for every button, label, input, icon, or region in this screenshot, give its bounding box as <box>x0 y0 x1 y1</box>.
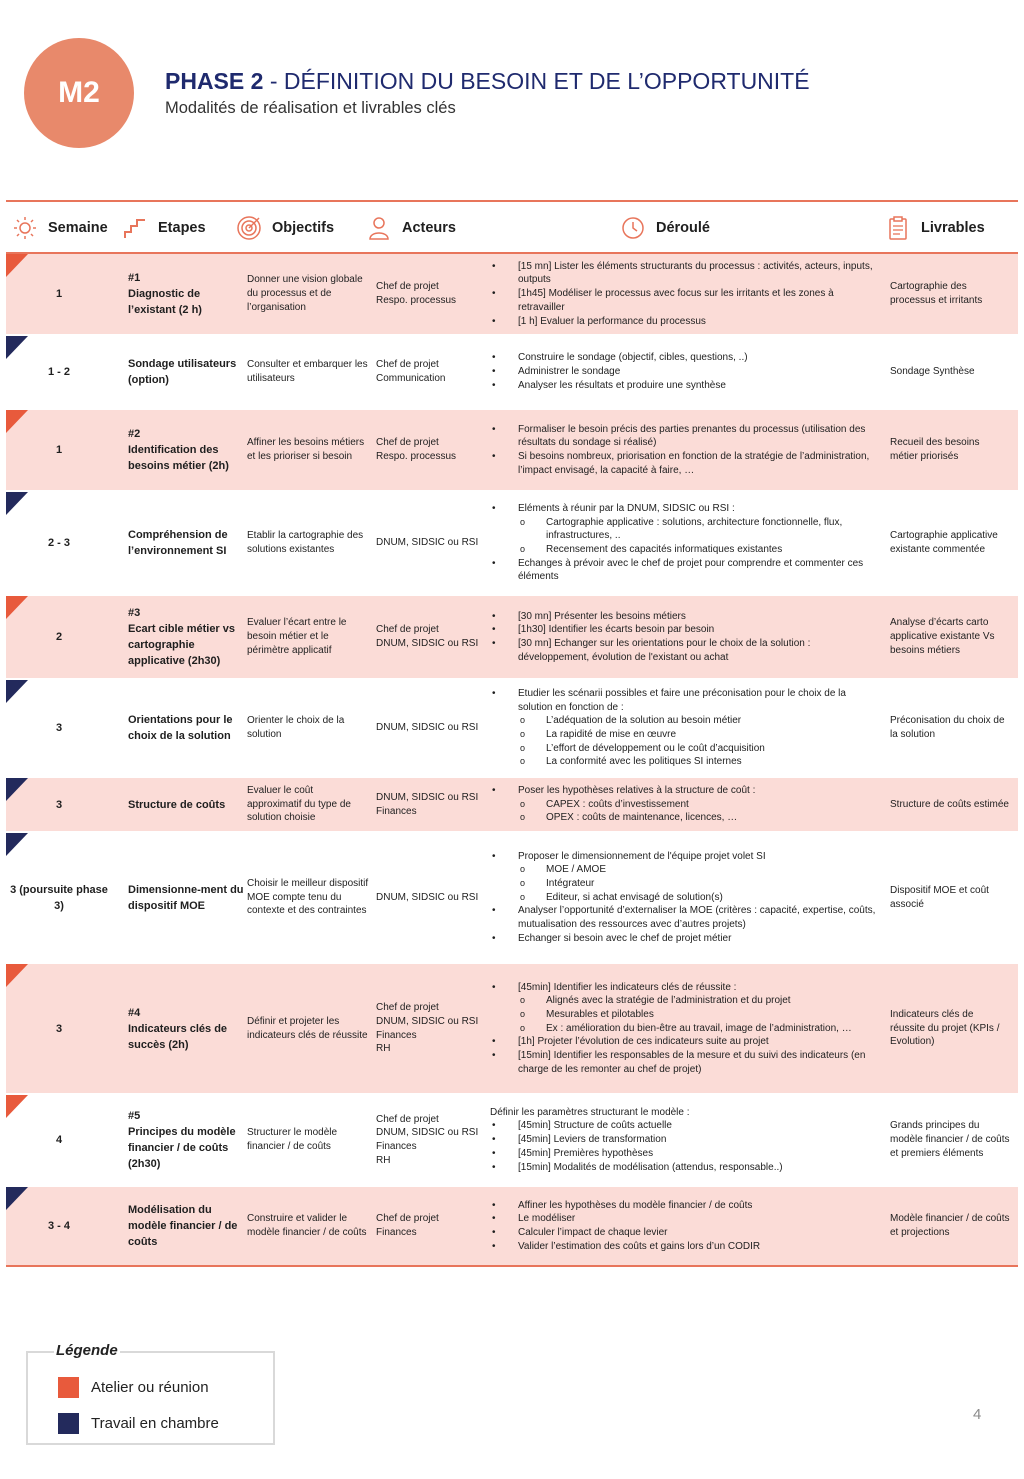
deroule-item: • Analyser l’opportunité d’externaliser la MOE (critères : capacité, expertise, coûts, mutualisation des ressources avec d’autres projets) <box>490 904 882 931</box>
deliverable-text: Préconisation du choix de la solution <box>890 715 1005 740</box>
deroule-item: • Administrer le sondage <box>490 365 748 379</box>
table-row <box>6 492 1018 596</box>
step-cell <box>128 1187 244 1265</box>
actor: Chef de projet <box>376 1213 439 1225</box>
deliverable-text: Cartographie des processus et irritants <box>890 281 983 306</box>
week-value: 3 <box>55 1022 63 1035</box>
step-label: Dimensionne-ment du dispositif MOE <box>128 883 244 912</box>
deroule-item: • Echanger si besoin avec le chef de projet métier <box>490 932 882 946</box>
deroule-item: • [1 h] Evaluer la performance du processus <box>490 315 882 329</box>
deroule-cell <box>490 410 882 490</box>
week-cell <box>6 336 112 408</box>
phase-label: PHASE 2 <box>165 68 264 94</box>
step-number: #3 <box>128 607 141 619</box>
deroule-item: • Echanges à prévoir avec le chef de projet pour comprendre et commenter ces éléments <box>490 557 882 584</box>
page-number: 4 <box>973 1406 982 1423</box>
legend-item-chambre <box>58 1413 219 1434</box>
module-badge: M2 <box>24 38 134 148</box>
objective-text: Affiner les besoins métiers et les prioriser si besoin <box>247 437 365 462</box>
actor: Respo. processus <box>376 451 457 462</box>
week-value: 3 (poursuite phase 3) <box>10 883 108 912</box>
actor: DNUM, SIDSIC ou RSI <box>376 722 479 734</box>
clipboard-icon <box>883 213 913 243</box>
table-row <box>6 964 1018 1095</box>
column-acteurs-label: Acteurs <box>402 220 456 236</box>
actors-cell <box>376 964 486 1093</box>
legend-swatch-atelier <box>58 1377 79 1398</box>
week-cell <box>6 1187 112 1265</box>
deroule-item: • Eléments à réunir par la DNUM, SIDSIC ou RSI : <box>490 502 882 516</box>
clock-icon <box>618 213 648 243</box>
deroule-subitem: o Editeur, si achat envisagé de solution(s) <box>490 891 882 905</box>
step-number: #1 <box>128 272 141 284</box>
actor: Finances <box>376 1227 417 1238</box>
objective-cell <box>247 833 369 962</box>
deroule-subitem: o Alignés avec la stratégie de l’administration et du projet <box>490 994 882 1008</box>
table-row <box>6 336 1018 410</box>
actor: RH <box>376 1043 391 1055</box>
actor: DNUM, SIDSIC ou RSI <box>376 791 479 803</box>
column-objectifs-label: Objectifs <box>272 220 335 236</box>
objective-cell <box>247 410 369 490</box>
objective-text: Donner une vision globale du processus et de l’organisation <box>247 274 363 313</box>
deroule-lead: Définir les paramètres structurant le modèle : <box>490 1106 690 1118</box>
page-title <box>165 68 810 95</box>
deliverable-cell <box>890 680 1010 776</box>
deroule-cell <box>490 336 882 408</box>
objective-cell <box>247 1187 369 1265</box>
actors-cell <box>376 596 486 678</box>
legend-swatch-chambre <box>58 1413 79 1434</box>
deroule-item: • Analyser les résultats et produire une synthèse <box>490 379 748 393</box>
title-separator: - <box>263 68 284 94</box>
column-acteurs <box>364 202 456 254</box>
deroule-item: • [1h45] Modéliser le processus avec focus sur les irritants et les zones à retravailler <box>490 287 882 314</box>
week-cell <box>6 680 112 776</box>
week-cell <box>6 1095 112 1185</box>
deroule-subitem: o La rapidité de mise en œuvre <box>490 728 882 742</box>
page-subtitle: Modalités de réalisation et livrables clés <box>165 99 456 117</box>
objective-cell <box>247 964 369 1093</box>
deliverable-cell <box>890 833 1010 962</box>
step-number: #5 <box>128 1110 141 1122</box>
step-cell <box>128 410 244 490</box>
column-livrables <box>883 202 985 254</box>
step-label: Compréhension de l’environnement SI <box>128 529 228 557</box>
table-header <box>6 200 1018 254</box>
actor: Chef de projet <box>376 1113 439 1125</box>
deroule-item: • Calculer l’impact de chaque levier <box>490 1226 760 1240</box>
objective-text: Orienter le choix de la solution <box>247 715 345 740</box>
objective-cell <box>247 596 369 678</box>
table-row <box>6 410 1018 492</box>
step-label: Orientations pour le choix de la solution <box>128 714 233 742</box>
deliverable-cell <box>890 336 1010 408</box>
step-cell <box>128 1095 244 1185</box>
step-label: Diagnostic de l’existant (2 h) <box>128 288 202 316</box>
actor: DNUM, SIDSIC ou RSI <box>376 1015 479 1027</box>
target-icon <box>234 213 264 243</box>
objective-text: Définir et projeter les indicateurs clés de réussite <box>247 1015 368 1041</box>
week-cell <box>6 833 112 962</box>
step-number: #4 <box>128 1006 141 1019</box>
deroule-cell <box>490 1095 882 1185</box>
objective-cell <box>247 1095 369 1185</box>
deliverable-cell <box>890 778 1010 831</box>
deliverable-cell <box>890 492 1010 594</box>
deroule-subitem: o MOE / AMOE <box>490 863 882 877</box>
week-value: 3 <box>55 722 63 734</box>
table-row <box>6 1095 1018 1187</box>
objective-cell <box>247 336 369 408</box>
actors-cell <box>376 833 486 962</box>
phase-name: DÉFINITION DU BESOIN ET DE L’OPPORTUNITÉ <box>283 68 810 94</box>
sun-icon <box>10 213 40 243</box>
deliverable-text: Sondage Synthèse <box>890 366 975 378</box>
table-row <box>6 778 1018 833</box>
deroule-item: • Si besoins nombreux, priorisation en fonction de la stratégie de l’administration, l’impact envisagé, la capacité à faire, … <box>490 450 882 477</box>
deliverable-cell <box>890 964 1010 1093</box>
legend <box>26 1342 275 1445</box>
deroule-item: • Valider l’estimation des coûts et gains lors d’un CODIR <box>490 1240 760 1254</box>
deroule-item: • [45min] Identifier les indicateurs clés de réussite : <box>490 981 882 995</box>
actor: Chef de projet <box>376 359 439 371</box>
objective-text: Choisir le meilleur dispositif MOE compte tenu du contexte et des contraintes <box>247 877 369 917</box>
actor: Finances <box>376 1029 417 1041</box>
stairs-icon <box>120 213 150 243</box>
actor: DNUM, SIDSIC ou RSI <box>376 891 479 903</box>
step-label: Indicateurs clés de succès (2h) <box>128 1022 228 1051</box>
column-semaine-label: Semaine <box>48 220 108 236</box>
actors-cell <box>376 254 486 334</box>
deroule-item: • [45min] Leviers de transformation <box>490 1133 783 1147</box>
objective-cell <box>247 680 369 776</box>
deroule-item: • [30 mn] Echanger sur les orientations pour le choix de la solution : développement, évolution de l'existant ou achat <box>490 637 882 664</box>
table-row <box>6 680 1018 778</box>
week-cell <box>6 964 112 1093</box>
deliverable-text: Recueil des besoins métier priorisés <box>890 437 980 462</box>
deliverable-text: Dispositif MOE et coût associé <box>890 884 989 910</box>
week-cell <box>6 254 112 334</box>
actor: DNUM, SIDSIC ou RSI <box>376 638 479 649</box>
deroule-cell <box>490 596 882 678</box>
deliverable-cell <box>890 1095 1010 1185</box>
deroule-subitem: o Intégrateur <box>490 877 882 891</box>
step-cell <box>128 680 244 776</box>
objective-text: Structurer le modèle financier / de coûts <box>247 1127 338 1152</box>
actors-cell <box>376 492 486 594</box>
table-row <box>6 596 1018 680</box>
actor: Chef de projet <box>376 624 439 636</box>
column-etapes <box>120 202 206 254</box>
week-cell <box>6 778 112 831</box>
objective-text: Construire et valider le modèle financier / de coûts <box>247 1213 367 1238</box>
deroule-item: • Proposer le dimensionnement de l'équipe projet volet SI <box>490 850 882 864</box>
actor: Chef de projet <box>376 1002 439 1014</box>
column-livrables-label: Livrables <box>921 220 985 236</box>
deliverable-cell <box>890 1187 1010 1265</box>
actors-cell <box>376 680 486 776</box>
deroule-cell <box>490 680 882 776</box>
deroule-item: • [45min] Structure de coûts actuelle <box>490 1119 783 1133</box>
deroule-item: • [1h] Projeter l’évolution de ces indicateurs suite au projet <box>490 1035 882 1049</box>
table-row <box>6 254 1018 336</box>
actor: DNUM, SIDSIC ou RSI <box>376 1127 479 1139</box>
step-cell <box>128 778 244 831</box>
person-icon <box>364 213 394 243</box>
step-label: Identification des besoins métier (2h) <box>128 444 229 472</box>
phase-table <box>6 254 1018 1267</box>
deliverable-text: Analyse d’écarts carto applicative existante Vs besoins métiers <box>890 617 995 656</box>
deroule-cell <box>490 778 882 831</box>
deroule-subitem: o OPEX : coûts de maintenance, licences, … <box>490 811 755 825</box>
deroule-subitem: o La conformité avec les politiques SI internes <box>490 755 882 769</box>
deroule-item: • Affiner les hypothèses du modèle financier / de coûts <box>490 1199 760 1213</box>
actor: Chef de projet <box>376 281 439 293</box>
step-label: Ecart cible métier vs cartographie applicative (2h30) <box>128 623 236 667</box>
deroule-cell <box>490 492 882 594</box>
deroule-item: • Formaliser le besoin précis des parties prenantes du processus (utilisation des résultats du sondage si réalisé) <box>490 423 882 450</box>
week-value: 2 - 3 <box>47 537 70 549</box>
column-etapes-label: Etapes <box>158 220 206 236</box>
deroule-subitem: o CAPEX : coûts d’investissement <box>490 798 755 812</box>
actors-cell <box>376 778 486 831</box>
deliverable-text: Cartographie applicative existante commentée <box>890 530 998 555</box>
actor: Finances <box>376 805 417 817</box>
week-value: 3 <box>55 798 63 811</box>
deroule-item: • [1h30] Identifier les écarts besoin par besoin <box>490 623 882 637</box>
deroule-cell <box>490 254 882 334</box>
deliverable-cell <box>890 254 1010 334</box>
legend-label-atelier: Atelier ou réunion <box>91 1379 209 1396</box>
deroule-item: • Le modéliser <box>490 1212 760 1226</box>
deliverable-cell <box>890 596 1010 678</box>
actor: DNUM, SIDSIC ou RSI <box>376 537 479 549</box>
column-objectifs <box>234 202 334 254</box>
table-row <box>6 833 1018 964</box>
deroule-item: • [15 mn] Lister les éléments structurants du processus : activités, acteurs, inputs, outputs <box>490 260 882 287</box>
legend-label-chambre: Travail en chambre <box>91 1415 219 1432</box>
actor: Communication <box>376 373 446 384</box>
week-cell <box>6 596 112 678</box>
deliverable-text: Structure de coûts estimée <box>890 798 1009 810</box>
week-cell <box>6 492 112 594</box>
deroule-item: • Construire le sondage (objectif, cibles, questions, ..) <box>490 351 748 365</box>
step-number: #2 <box>128 428 141 440</box>
actor: Chef de projet <box>376 437 439 449</box>
objective-cell <box>247 254 369 334</box>
step-cell <box>128 964 244 1093</box>
deroule-subitem: o Recensement des capacités informatiques existantes <box>490 543 882 557</box>
actor: RH <box>376 1154 391 1166</box>
deliverable-text: Modèle financier / de coûts et projections <box>890 1213 1010 1238</box>
deroule-subitem: o Ex : amélioration du bien-être au travail, image de l’administration, … <box>490 1022 882 1036</box>
objective-text: Consulter et embarquer les utilisateurs <box>247 359 368 384</box>
deroule-item: • [15min] Identifier les responsables de la mesure et du suivi des indicateurs (en charge de les remonter au chef de projet) <box>490 1049 882 1076</box>
objective-cell <box>247 778 369 831</box>
deliverable-cell <box>890 410 1010 490</box>
actors-cell <box>376 1187 486 1265</box>
deroule-item: • Etudier les scénarii possibles et faire une préconisation pour le choix de la solution en fonction de : <box>490 687 882 714</box>
actor: Finances <box>376 1141 417 1152</box>
deroule-subitem: o L’effort de développement ou le coût d’acquisition <box>490 742 882 756</box>
deliverable-text: Indicateurs clés de réussite du projet (KPIs / Evolution) <box>890 1008 1000 1048</box>
objective-text: Etablir la cartographie des solutions existantes <box>247 530 364 555</box>
step-cell <box>128 492 244 594</box>
legend-item-atelier <box>58 1377 209 1398</box>
step-cell <box>128 254 244 334</box>
week-value: 1 <box>55 288 63 300</box>
deroule-cell <box>490 964 882 1093</box>
column-semaine <box>10 202 108 254</box>
deroule-item: • [30 mn] Présenter les besoins métiers <box>490 610 882 624</box>
deroule-cell <box>490 833 882 962</box>
step-label: Modélisation du modèle financier / de coûts <box>128 1204 238 1248</box>
actors-cell <box>376 410 486 490</box>
deroule-subitem: o L’adéquation de la solution au besoin métier <box>490 714 882 728</box>
deliverable-text: Grands principes du modèle financier / de coûts et premiers éléments <box>890 1120 1010 1159</box>
step-label: Principes du modèle financier / de coûts (2h30) <box>128 1126 236 1170</box>
step-cell <box>128 833 244 962</box>
deroule-item: • Poser les hypothèses relatives à la structure de coût : <box>490 784 755 798</box>
week-value: 4 <box>55 1134 63 1146</box>
week-value: 3 - 4 <box>47 1220 70 1232</box>
actors-cell <box>376 336 486 408</box>
column-deroule-label: Déroulé <box>656 220 710 236</box>
week-value: 1 - 2 <box>47 366 70 378</box>
step-label: Sondage utilisateurs (option) <box>128 358 237 386</box>
objective-cell <box>247 492 369 594</box>
deroule-item: • [15min] Modalités de modélisation (attendus, responsable..) <box>490 1161 783 1175</box>
step-cell <box>128 336 244 408</box>
actor: Respo. processus <box>376 295 457 306</box>
step-cell <box>128 596 244 678</box>
legend-title: Légende <box>56 1342 118 1359</box>
actors-cell <box>376 1095 486 1185</box>
week-cell <box>6 410 112 490</box>
deroule-subitem: o Mesurables et pilotables <box>490 1008 882 1022</box>
deroule-cell <box>490 1187 882 1265</box>
step-label: Structure de coûts <box>128 798 226 811</box>
objective-text: Evaluer le coût approximatif du type de solution choisie <box>247 784 351 824</box>
week-value: 1 <box>55 444 63 456</box>
week-value: 2 <box>55 631 63 643</box>
table-row <box>6 1187 1018 1267</box>
column-deroule <box>618 202 710 254</box>
deroule-subitem: o Cartographie applicative : solutions, architecture fonctionnelle, flux, infrastructures, .. <box>490 516 882 543</box>
deroule-item: • [45min] Premières hypothèses <box>490 1147 783 1161</box>
objective-text: Evaluer l’écart entre le besoin métier et le périmètre applicatif <box>247 617 347 656</box>
